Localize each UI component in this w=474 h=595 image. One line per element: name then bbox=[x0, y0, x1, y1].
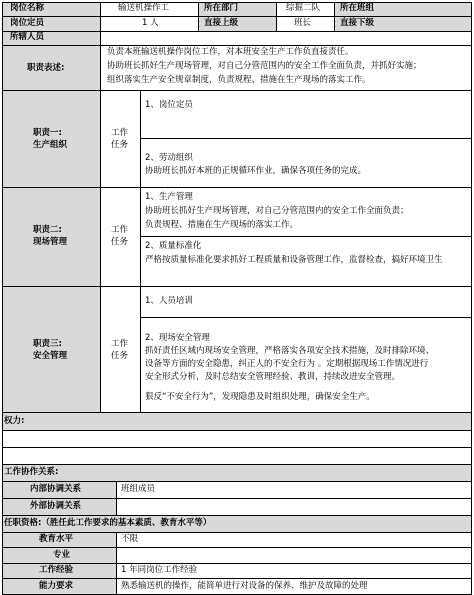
grid-line bbox=[116, 532, 117, 594]
supervisor-value: 班长 bbox=[294, 18, 312, 28]
grid-line bbox=[2, 515, 472, 516]
duty-item-line: 设备等方面的安全隐患，纠正人的不安全行为 。定期根据现场工作情况进行 bbox=[145, 359, 429, 369]
grid-line bbox=[2, 578, 472, 579]
grid-line bbox=[2, 2, 3, 594]
ability-label: 能力要求 bbox=[39, 581, 74, 591]
summary-line: 组织落实生产安全规章制度，负责规程、措施在生产现场的落实工作。 bbox=[107, 75, 371, 85]
major-label: 专业 bbox=[53, 550, 71, 560]
grid-line bbox=[2, 447, 472, 448]
grid-line bbox=[2, 532, 472, 533]
grid-line bbox=[2, 45, 472, 46]
duty-item-line: 1、人员培训 bbox=[145, 296, 193, 306]
grid-line bbox=[2, 464, 472, 465]
internal-relation-value: 班组成员 bbox=[121, 484, 156, 494]
grid-line bbox=[2, 31, 472, 32]
duty-item-line: 狠反“不安全行为”，发现隐患及时组织处理，确保安全生产。 bbox=[145, 392, 375, 402]
grid-line bbox=[2, 498, 472, 499]
duty-item-line: 1、岗位定员 bbox=[145, 100, 193, 110]
subordinate-label: 直接下级 bbox=[340, 18, 375, 28]
department-label: 所在部门 bbox=[204, 3, 239, 13]
qualification-label: 任职资格:（胜任此工作要求的基本素质、教育水平等） bbox=[4, 518, 212, 528]
job-title-value: 输送机操作工 bbox=[118, 3, 170, 13]
grid-line bbox=[140, 138, 472, 139]
grid-line bbox=[198, 2, 199, 31]
grid-line bbox=[2, 90, 472, 91]
grid-line bbox=[140, 236, 472, 237]
duty-item-line: 严格按质量标准化要求抓好工程质量和设备管理工作，监督检查，搞好环境卫生 bbox=[145, 255, 443, 265]
grid-line bbox=[2, 187, 472, 188]
summary-label: 职责表述: bbox=[27, 63, 65, 73]
duty-name: 安全管理 bbox=[33, 351, 68, 361]
duty-item-line: 负责规程、措施在生产现场的落实工作。 bbox=[145, 220, 299, 230]
duty-title: 职责一: bbox=[33, 128, 62, 138]
supervisor-label: 直接上级 bbox=[204, 18, 239, 28]
internal-relation-label: 内部协调关系 bbox=[30, 484, 82, 494]
external-relation-label: 外部协调关系 bbox=[30, 501, 82, 511]
authority-label: 权力: bbox=[4, 416, 25, 426]
grid-line bbox=[2, 412, 472, 413]
task-label: 任务 bbox=[111, 140, 129, 150]
duty-item-line: 协助班长抓好本班的正规循环作业，确保各项任务的完成。 bbox=[145, 166, 367, 176]
task-label: 工作 bbox=[111, 128, 129, 138]
section-header-cell bbox=[2, 413, 472, 430]
grid-line bbox=[471, 2, 472, 594]
duty-item-line: 2、劳动组织 bbox=[145, 153, 193, 163]
duty-name: 现场管理 bbox=[33, 237, 68, 247]
duty-item-line: 2、质量标准化 bbox=[145, 241, 202, 251]
grid-line bbox=[116, 481, 117, 515]
grid-line bbox=[100, 2, 101, 412]
education-label: 教育水平 bbox=[39, 534, 74, 544]
duty-item-line: 1、生产管理 bbox=[145, 192, 193, 202]
grid-line bbox=[2, 430, 472, 431]
experience-value: 1 年同岗位工作经验 bbox=[121, 565, 198, 575]
grid-line bbox=[140, 90, 141, 412]
grid-line bbox=[2, 563, 472, 564]
department-value: 综掘二队 bbox=[286, 3, 321, 13]
grid-line bbox=[2, 286, 472, 287]
education-value: 不限 bbox=[121, 534, 139, 544]
ability-value: 熟悉输送机的操作，能简单进行对设备的保养、维护及故障的处理 bbox=[121, 581, 368, 591]
task-label: 任务 bbox=[111, 351, 129, 361]
grid-line bbox=[140, 317, 472, 318]
duty-title: 职责二: bbox=[33, 225, 62, 235]
section-header-cell bbox=[2, 464, 472, 481]
grid-line bbox=[334, 2, 335, 31]
duty-title: 职责三: bbox=[33, 339, 62, 349]
task-label: 任务 bbox=[111, 237, 129, 247]
duty-name: 生产组织 bbox=[33, 140, 68, 150]
staff-label: 所辖人员 bbox=[10, 32, 45, 42]
section-label-cell bbox=[2, 91, 100, 187]
cooperation-label: 工作协作关系: bbox=[4, 467, 59, 477]
headcount-value: 1 人 bbox=[142, 18, 159, 28]
headcount-label: 岗位定员 bbox=[10, 18, 45, 28]
duty-item-line: 抓好责任区域内现场安全管理，严格落实各项安全技术措施，及时排除环境、 bbox=[145, 346, 435, 356]
job-title-label: 岗位名称 bbox=[10, 3, 45, 13]
team-label: 所在班组 bbox=[340, 3, 375, 13]
grid-line bbox=[276, 2, 277, 31]
task-label: 工作 bbox=[111, 339, 129, 349]
duty-item-line: 2、现场安全管理 bbox=[145, 333, 210, 343]
duty-item-line: 协助班长抓好生产现场管理，对自己分管范围内的安全工作全面负责； bbox=[145, 206, 409, 216]
summary-line: 协助班长抓好生产现场管理，对自己分管范围内的安全工作全面负责，并抓好实施； bbox=[107, 61, 422, 71]
duty-item-line: 安全形式分析，及时总结安全管理经验、教训，持续改进安全管理。 bbox=[145, 372, 401, 382]
experience-label: 工作经验 bbox=[39, 565, 74, 575]
grid-line bbox=[2, 481, 472, 482]
grid-line bbox=[2, 16, 472, 17]
summary-line: 负责本班输送机操作岗位工作，对本班安全生产工作负直接责任。 bbox=[107, 47, 354, 57]
grid-line bbox=[2, 547, 472, 548]
task-label: 工作 bbox=[111, 225, 129, 235]
